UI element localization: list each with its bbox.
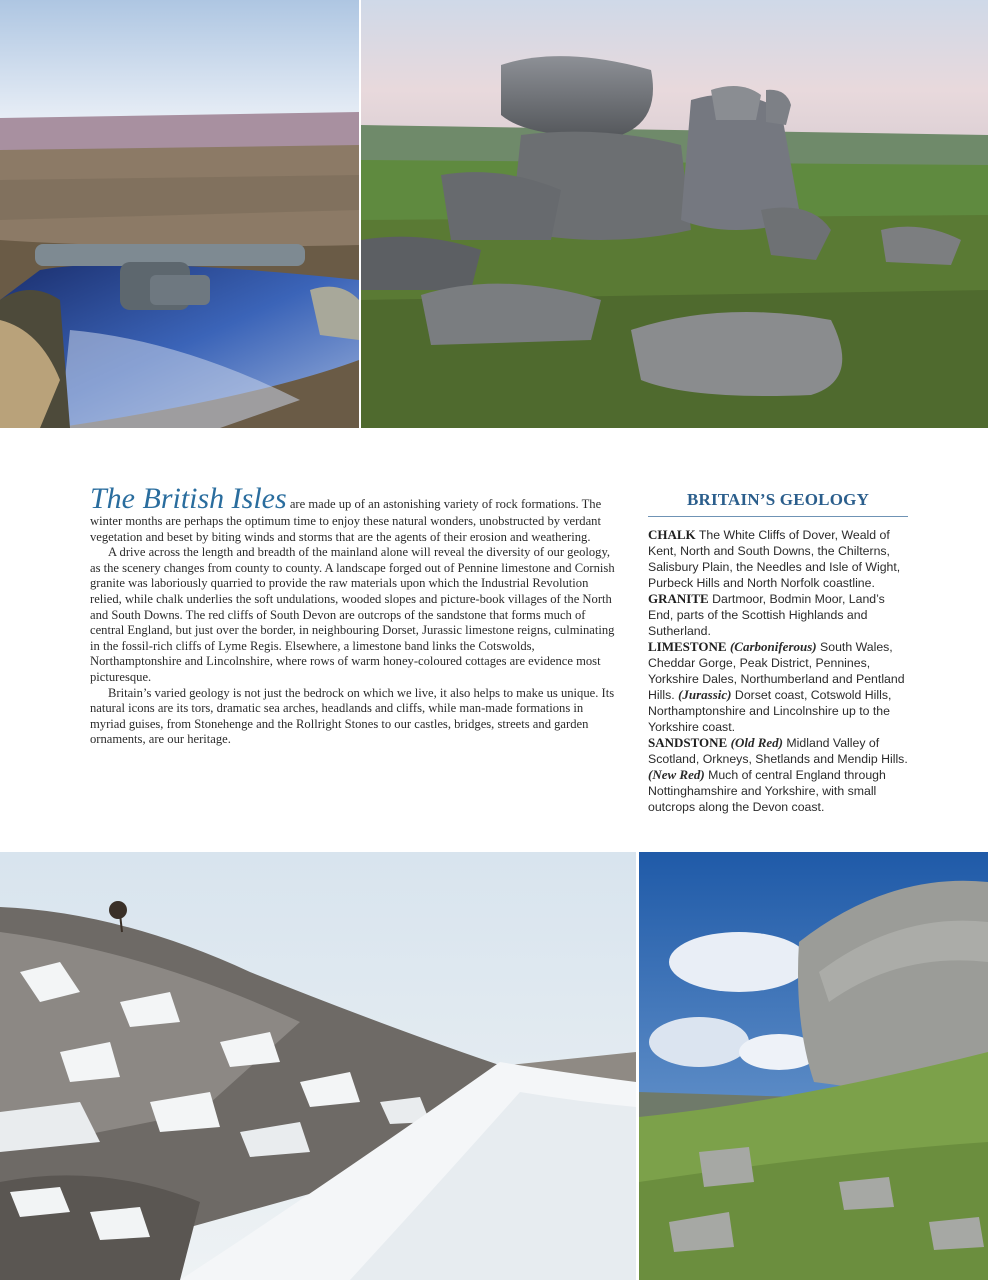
entry-granite bbox=[648, 591, 908, 639]
entry-subtype: (Jurassic) bbox=[678, 687, 732, 702]
entry-text: Much of central England through Nottinghamshire and Yorkshire, with small outcrops along the Devon coast. bbox=[648, 768, 886, 814]
lead-title: The British Isles bbox=[90, 482, 287, 515]
snowy-moor-photo bbox=[0, 852, 636, 1280]
entry-key: CHALK bbox=[648, 527, 696, 542]
entry-key: SANDSTONE bbox=[648, 735, 728, 750]
entry-text: Dartmoor, Bodmin Moor, Land’s End, parts of the Scottish Highlands and Sutherland. bbox=[648, 592, 885, 638]
entry-key: GRANITE bbox=[648, 591, 709, 606]
entry-subtype: (Old Red) bbox=[730, 735, 784, 750]
entry-key: LIMESTONE bbox=[648, 639, 727, 654]
entry-limestone bbox=[648, 639, 908, 735]
article-paragraph-1 bbox=[90, 484, 620, 545]
granite-tor-photo bbox=[361, 0, 988, 428]
entry-sandstone bbox=[648, 735, 908, 815]
article-body bbox=[90, 484, 620, 748]
entry-text: South Wales, Cheddar Gorge, Peak District, Pennines, Yorkshire Dales, Northumberland and Pentland Hills. bbox=[648, 640, 905, 702]
article-paragraph-2: A drive across the length and breadth of the mainland alone will reveal the diversity of our geology, as the scenery changes from county to county. A landscape forged out of Pennine limestone and Cornish granite was laboriously quarried to provide the raw materials upon which the Industrial Revolution relied, while chalk underlies the soft undulations, wooded slopes and picture-book villages of the North and South Downs. The red cliffs of South Devon are outcrops of the sandstone that forms much of central England, but just over the border, in neighbouring Dorset, Jurassic limestone reigns, culminating in the fossil-rich cliffs of Lyme Regis. Elsewhere, a limestone band links the Cotswolds, Northamptonshire and Lincolnshire, where rows of warm honey-coloured cottages are evidence most picturesque. bbox=[90, 545, 615, 684]
sidebar-title: BRITAIN’S GEOLOGY bbox=[648, 490, 908, 517]
granite-outcrop-photo bbox=[639, 852, 988, 1280]
entry-text: The White Cliffs of Dover, Weald of Kent, North and South Downs, the Chilterns, Salisbury Plain, the Needles and Isle of Wight, Purbeck Hills and North Norfolk coastline. bbox=[648, 528, 901, 590]
clapper-bridge-photo bbox=[0, 0, 359, 428]
geology-sidebar bbox=[648, 490, 908, 815]
entry-text: Midland Valley of Scotland, Orkneys, Shetlands and Mendip Hills. bbox=[648, 736, 908, 766]
entry-text: Dorset coast, Cotswold Hills, Northamptonshire and Lincolnshire up to the Yorkshire coast. bbox=[648, 688, 892, 734]
lead-text: are made up of an astonishing variety of rock formations. The winter months are perhaps the optimum time to enjoy these natural wonders, unobstructed by verdant vegetation and beset by biting winds and storms that are the agents of their erosion and weathering. bbox=[90, 497, 602, 544]
article-paragraph-3: Britain’s varied geology is not just the bedrock on which we live, it also helps to make us unique. Its natural icons are its tors, dramatic sea arches, headlands and cliffs, while man-made formations in myriad guises, from Stonehenge and the Rollright Stones to our castles, bridges, streets and garden ornaments, are our heritage. bbox=[90, 685, 615, 747]
entry-subtype: (New Red) bbox=[648, 767, 705, 782]
entry-subtype: (Carboniferous) bbox=[729, 639, 817, 654]
entry-chalk bbox=[648, 527, 908, 591]
